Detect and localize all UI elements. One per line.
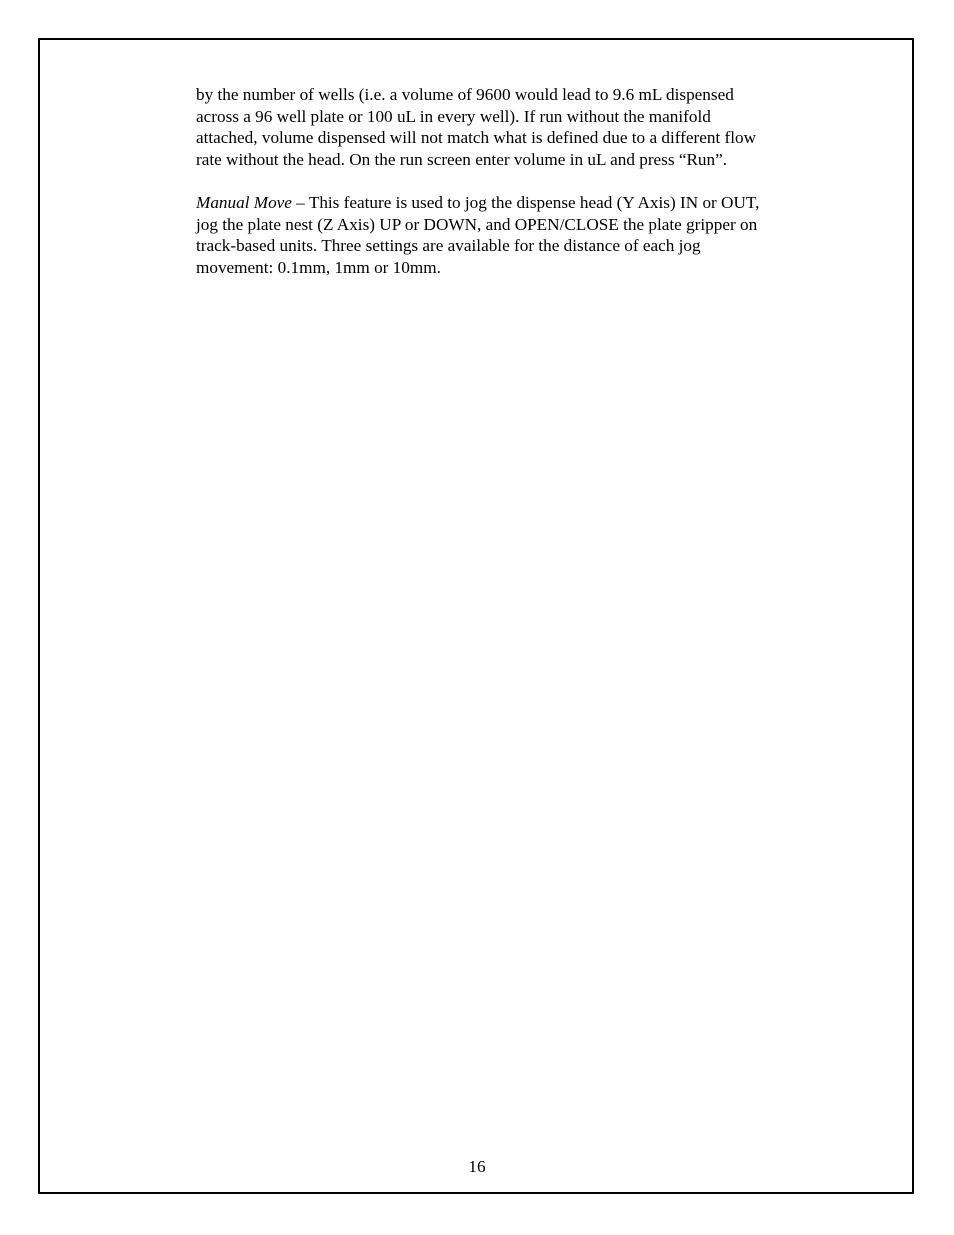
text-line: attached, volume dispensed will not match what is defined due to a different flow: [196, 128, 757, 148]
paragraph-lead-term: Manual Move: [196, 192, 292, 212]
page-number: 16: [468, 1157, 486, 1176]
body-text: [196, 84, 826, 300]
text-line: rate without the head. On the run screen enter volume in uL and press “Run”.: [196, 149, 728, 169]
paragraph-volume-dispensing: [196, 84, 826, 170]
text-line: across a 96 well plate or 100 uL in every well). If run without the manifold: [196, 106, 711, 126]
paragraph-manual-move: [196, 192, 826, 278]
text-line: – This feature is used to jog the dispense head (Y Axis) IN or OUT,: [291, 192, 760, 212]
text-line: jog the plate nest (Z Axis) UP or DOWN, and OPEN/CLOSE the plate gripper on: [196, 214, 758, 234]
text-line: movement: 0.1mm, 1mm or 10mm.: [196, 257, 441, 277]
text-line: by the number of wells (i.e. a volume of 9600 would lead to 9.6 mL dispensed: [196, 85, 734, 104]
text-line: track-based units. Three settings are available for the distance of each jog: [196, 236, 701, 256]
